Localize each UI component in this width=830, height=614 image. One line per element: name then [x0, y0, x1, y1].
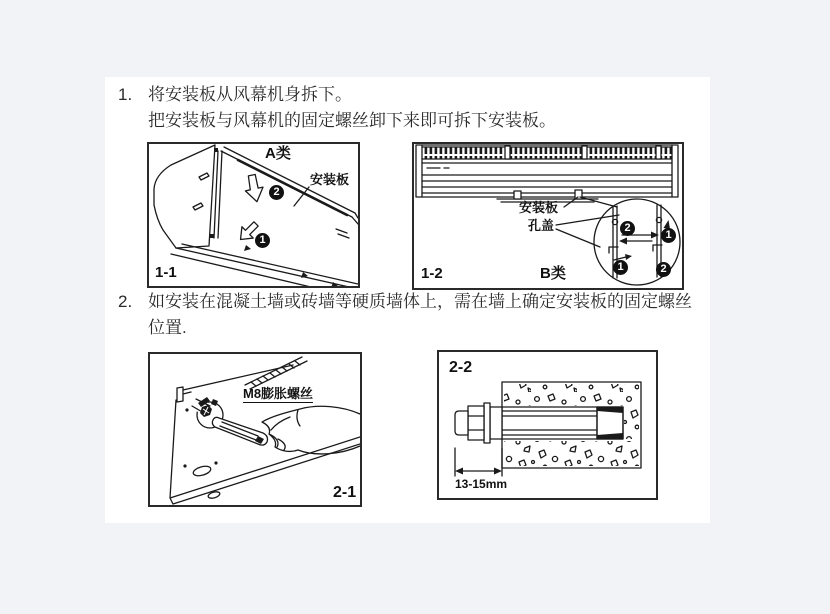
step-2-text — [148, 289, 692, 341]
type-a-label: A类 — [265, 145, 291, 162]
figure-2-1-id: 2-1 — [333, 484, 357, 501]
step-1 — [118, 82, 698, 134]
step-2-line-2: 位置. — [148, 318, 187, 337]
hole-cover-label: 孔盖 — [528, 218, 555, 233]
m8-expansion-bolt-label: M8膨胀螺丝 — [243, 386, 314, 401]
figure-2-2-id: 2-2 — [449, 359, 473, 376]
step-badge-2: 2 — [620, 221, 635, 236]
step-2-number: 2. — [118, 292, 133, 311]
step-badge-2: 2 — [269, 185, 284, 200]
step-1-text — [148, 82, 556, 134]
figure-2-1 — [148, 352, 362, 507]
figure-1-2 — [412, 142, 684, 290]
figure-1-2-id: 1-2 — [421, 265, 443, 282]
mounting-plate-label: 安装板 — [310, 172, 350, 187]
figure-1-1-id: 1-1 — [155, 264, 177, 281]
step-2 — [118, 289, 708, 341]
figure-2-2 — [437, 350, 658, 500]
step-1-line-1: 将安装板从风幕机身拆下。 — [148, 85, 352, 104]
step-1-line-2: 把安装板与风幕机的固定螺丝卸下来即可拆下安装板。 — [148, 111, 556, 130]
wrench-expansion-bolt-drawing — [150, 354, 360, 505]
step-badge-1: 1 — [613, 260, 628, 275]
depth-dimension-label: 13-15mm — [455, 477, 508, 491]
step-2-line-1: 如安装在混凝土墙或砖墙等硬质墙体上，需在墙上确定安装板的固定螺丝 — [148, 292, 692, 311]
step-badge-2: 2 — [656, 262, 671, 277]
down-arrow-icon — [242, 173, 265, 203]
step-1-number: 1. — [118, 85, 133, 104]
air-curtain-type-a-drawing — [149, 144, 358, 286]
step-badge-1: 1 — [255, 233, 270, 248]
type-b-label: B类 — [540, 265, 566, 282]
step-badge-1: 1 — [661, 228, 676, 243]
mounting-plate-label: 安装板 — [519, 200, 559, 215]
instruction-panel — [105, 77, 710, 523]
figure-1-1 — [147, 142, 360, 288]
